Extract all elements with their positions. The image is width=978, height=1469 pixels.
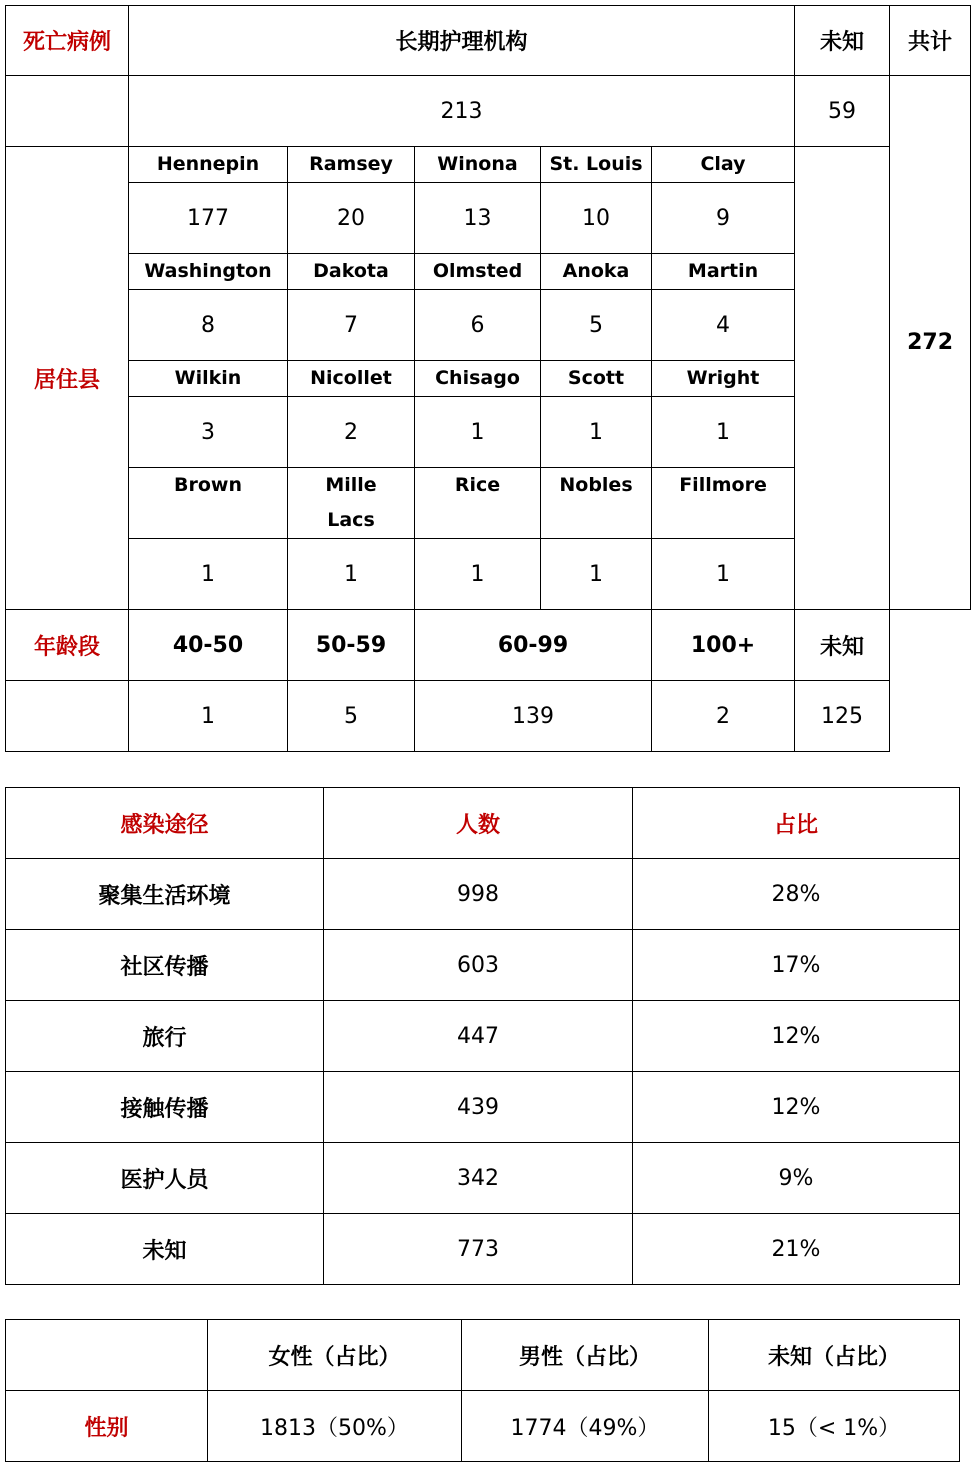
total-header: 共计 bbox=[890, 6, 971, 76]
male-header: 男性（占比） bbox=[462, 1320, 709, 1391]
age-range: 40-50 bbox=[129, 610, 288, 681]
route-count: 773 bbox=[324, 1214, 633, 1285]
age-range: 100+ bbox=[652, 610, 795, 681]
county-label: 居住县 bbox=[6, 147, 129, 610]
age-range: 未知 bbox=[795, 610, 890, 681]
county-name: Olmsted bbox=[415, 254, 541, 290]
county-count: 1 bbox=[652, 397, 795, 468]
route-name: 社区传播 bbox=[6, 930, 324, 1001]
route-name: 接触传播 bbox=[6, 1072, 324, 1143]
unknown-gender-value: 15（< 1%） bbox=[709, 1391, 960, 1462]
count-header: 人数 bbox=[324, 788, 633, 859]
county-name: Clay bbox=[652, 147, 795, 183]
route-pct: 21% bbox=[633, 1214, 960, 1285]
age-range: 60-99 bbox=[415, 610, 652, 681]
infection-route-table bbox=[5, 787, 960, 1285]
county-name: Washington bbox=[129, 254, 288, 290]
age-range: 50-59 bbox=[288, 610, 415, 681]
route-name: 聚集生活环境 bbox=[6, 859, 324, 930]
route-name: 未知 bbox=[6, 1214, 324, 1285]
route-name: 旅行 bbox=[6, 1001, 324, 1072]
male-value: 1774（49%） bbox=[462, 1391, 709, 1462]
unknown-county-empty bbox=[795, 147, 890, 610]
county-count: 20 bbox=[288, 183, 415, 254]
county-count: 1 bbox=[652, 539, 795, 610]
route-count: 998 bbox=[324, 859, 633, 930]
empty-cell bbox=[6, 681, 129, 752]
age-count: 125 bbox=[795, 681, 890, 752]
county-count: 1 bbox=[415, 539, 541, 610]
county-count: 1 bbox=[129, 539, 288, 610]
table-row bbox=[6, 1143, 960, 1214]
route-header: 感染途径 bbox=[6, 788, 324, 859]
age-count: 1 bbox=[129, 681, 288, 752]
county-count: 8 bbox=[129, 290, 288, 361]
pct-header: 占比 bbox=[633, 788, 960, 859]
unknown-header: 未知 bbox=[795, 6, 890, 76]
county-name: Fillmore bbox=[652, 468, 795, 539]
route-count: 342 bbox=[324, 1143, 633, 1214]
female-value: 1813（50%） bbox=[208, 1391, 462, 1462]
county-name: Nobles bbox=[541, 468, 652, 539]
county-name: Ramsey bbox=[288, 147, 415, 183]
county-count: 13 bbox=[415, 183, 541, 254]
county-count: 1 bbox=[541, 397, 652, 468]
county-name: Anoka bbox=[541, 254, 652, 290]
county-count: 2 bbox=[288, 397, 415, 468]
route-name: 医护人员 bbox=[6, 1143, 324, 1214]
route-count: 439 bbox=[324, 1072, 633, 1143]
age-count: 5 bbox=[288, 681, 415, 752]
county-count: 4 bbox=[652, 290, 795, 361]
route-pct: 28% bbox=[633, 859, 960, 930]
age-label: 年龄段 bbox=[6, 610, 129, 681]
county-count: 6 bbox=[415, 290, 541, 361]
table-row bbox=[6, 859, 960, 930]
route-pct: 17% bbox=[633, 930, 960, 1001]
county-count: 7 bbox=[288, 290, 415, 361]
county-name: Wright bbox=[652, 361, 795, 397]
county-name: Nicollet bbox=[288, 361, 415, 397]
unknown-gender-header: 未知（占比） bbox=[709, 1320, 960, 1391]
county-count: 9 bbox=[652, 183, 795, 254]
county-name: Mille Lacs bbox=[288, 468, 415, 539]
county-name: Brown bbox=[129, 468, 288, 539]
county-name: Scott bbox=[541, 361, 652, 397]
county-name: Dakota bbox=[288, 254, 415, 290]
table-row bbox=[6, 930, 960, 1001]
county-name: St. Louis bbox=[541, 147, 652, 183]
gender-table bbox=[5, 1319, 960, 1462]
county-count: 1 bbox=[415, 397, 541, 468]
ltc-header: 长期护理机构 bbox=[129, 6, 795, 76]
county-name: Martin bbox=[652, 254, 795, 290]
county-name: Rice bbox=[415, 468, 541, 539]
county-name: Wilkin bbox=[129, 361, 288, 397]
route-count: 447 bbox=[324, 1001, 633, 1072]
county-count: 10 bbox=[541, 183, 652, 254]
deaths-label: 死亡病例 bbox=[6, 6, 129, 76]
table-row bbox=[6, 1001, 960, 1072]
county-count: 5 bbox=[541, 290, 652, 361]
county-name: Winona bbox=[415, 147, 541, 183]
age-count: 2 bbox=[652, 681, 795, 752]
county-count: 3 bbox=[129, 397, 288, 468]
county-name: Hennepin bbox=[129, 147, 288, 183]
route-pct: 12% bbox=[633, 1001, 960, 1072]
total-count: 272 bbox=[890, 76, 971, 610]
route-pct: 9% bbox=[633, 1143, 960, 1214]
empty-cell bbox=[6, 1320, 208, 1391]
county-count: 1 bbox=[541, 539, 652, 610]
female-header: 女性（占比） bbox=[208, 1320, 462, 1391]
table-row bbox=[6, 1214, 960, 1285]
unknown-count: 59 bbox=[795, 76, 890, 147]
table-row bbox=[6, 1072, 960, 1143]
route-pct: 12% bbox=[633, 1072, 960, 1143]
route-count: 603 bbox=[324, 930, 633, 1001]
deaths-table bbox=[5, 5, 971, 752]
county-count: 177 bbox=[129, 183, 288, 254]
county-count: 1 bbox=[288, 539, 415, 610]
county-name: Chisago bbox=[415, 361, 541, 397]
ltc-count: 213 bbox=[129, 76, 795, 147]
gender-label: 性别 bbox=[6, 1391, 208, 1462]
empty-cell bbox=[6, 76, 129, 147]
age-count: 139 bbox=[415, 681, 652, 752]
